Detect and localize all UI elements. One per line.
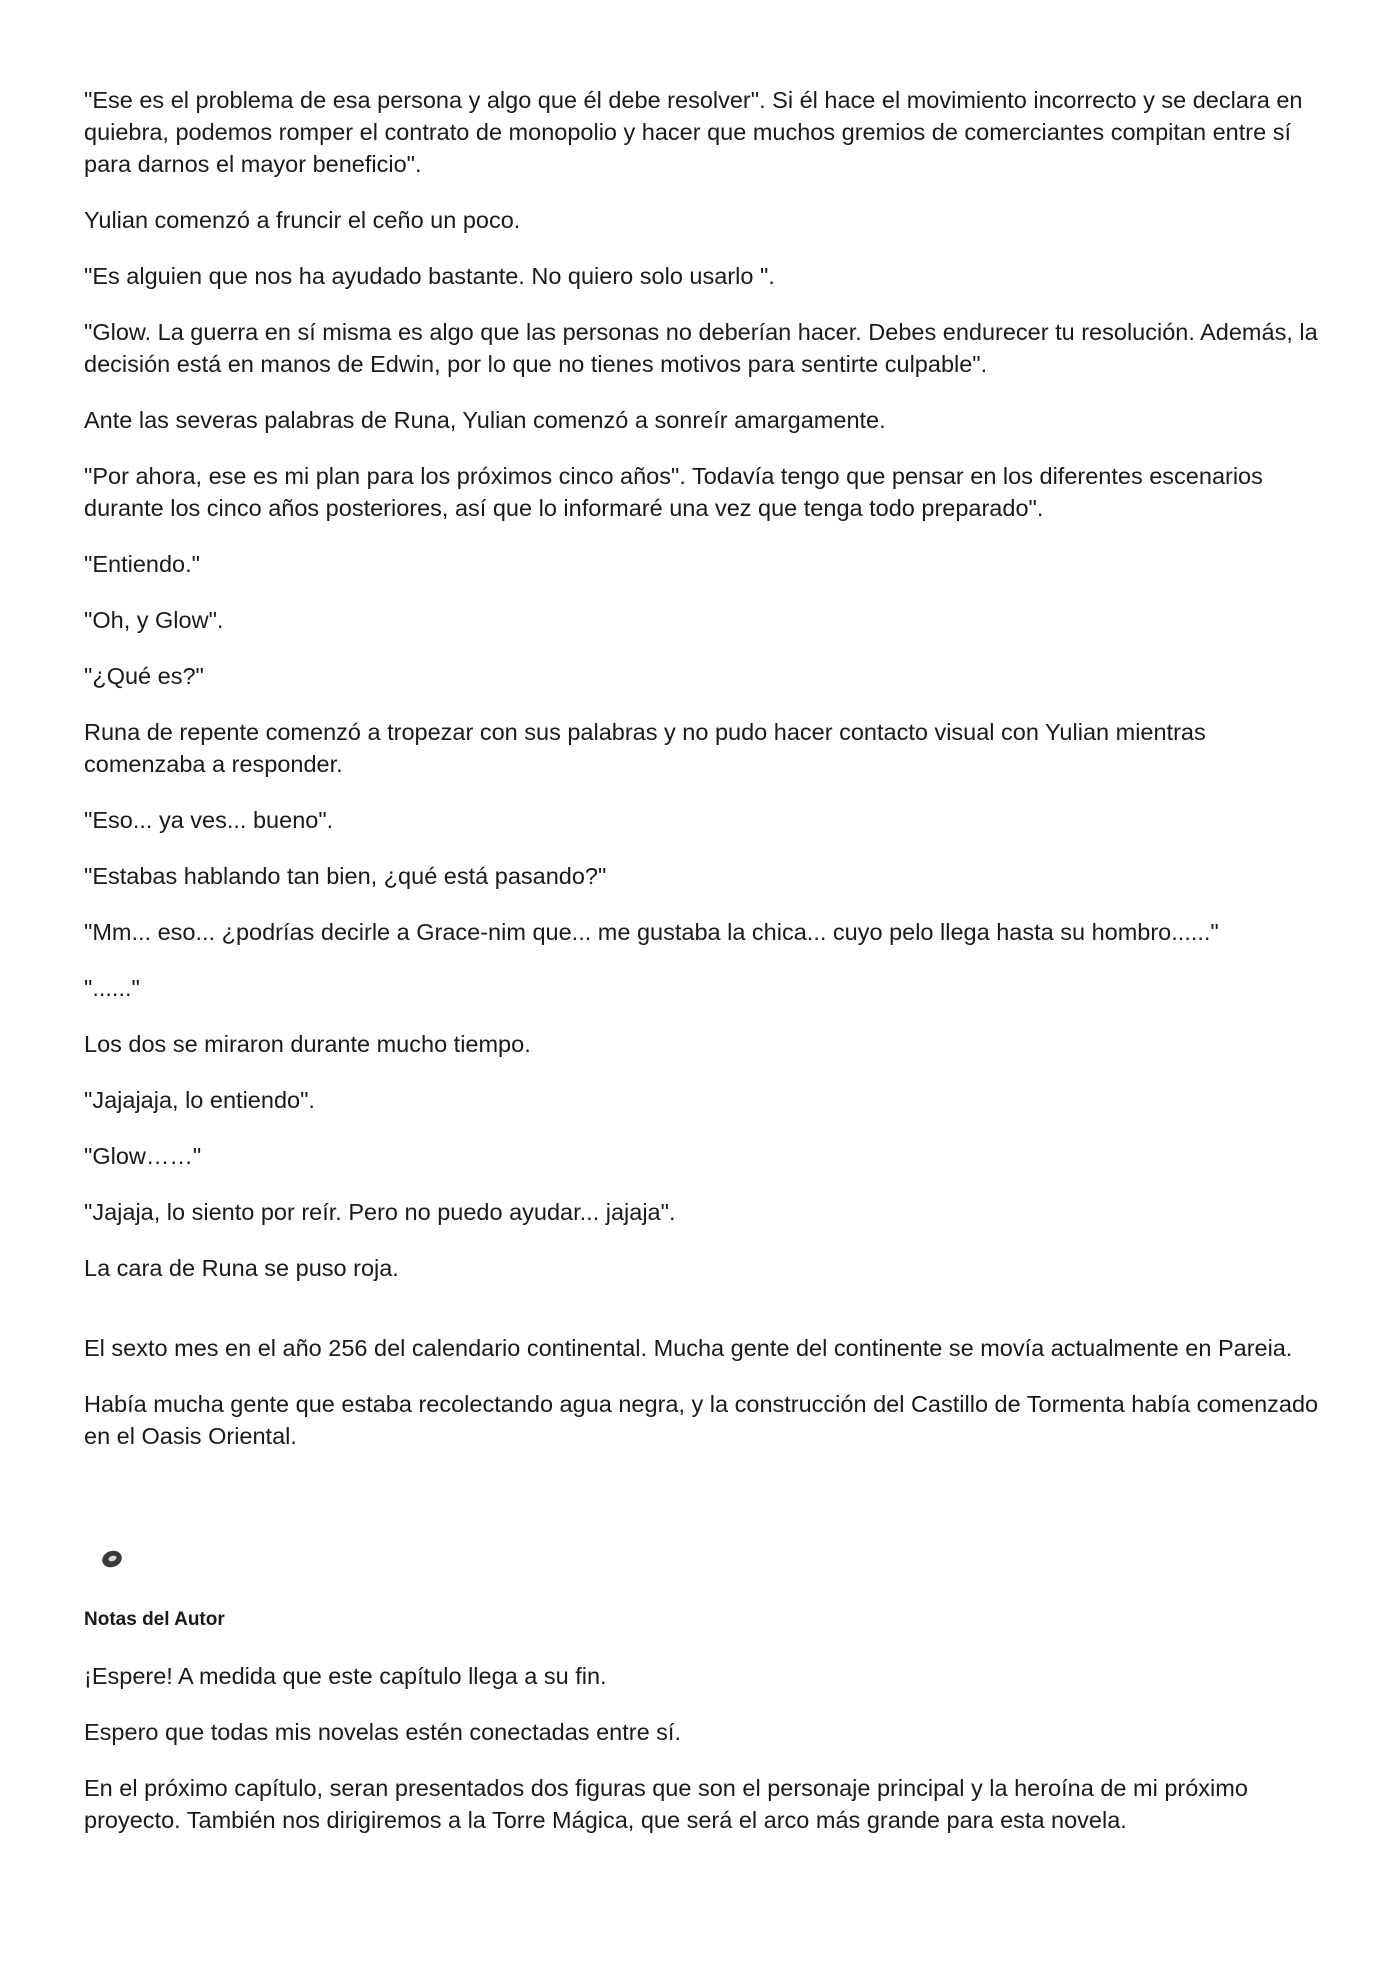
- notes-heading: Notas del Autor: [84, 1609, 225, 1630]
- notes-icon-row: [84, 1548, 1324, 1576]
- notes-paragraph: ¡Espere! A medida que este capítulo llega a su fin.: [84, 1663, 607, 1689]
- notes-paragraph: Espero que todas mis novelas estén conectadas entre sí.: [84, 1719, 681, 1745]
- story-paragraph: "Jajajaja, lo entiendo".: [84, 1087, 315, 1113]
- story-paragraph: "Mm... eso... ¿podrías decirle a Grace-nim que... me gustaba la chica... cuyo pelo llega hasta su hombro......": [84, 919, 1219, 945]
- story-paragraph: La cara de Runa se puso roja.: [84, 1255, 399, 1281]
- story-paragraph: "¿Qué es?": [84, 663, 204, 689]
- smudge-icon: [100, 1548, 124, 1570]
- story-paragraph: "Jajaja, lo siento por reír. Pero no puedo ayudar... jajaja".: [84, 1199, 676, 1225]
- story-paragraph: "Por ahora, ese es mi plan para los próximos cinco años". Todavía tengo que pensar en los diferentes escenarios durante los cinco años posteriores, así que lo informaré una vez que tenga todo preparado".: [84, 463, 1263, 521]
- story-paragraph: "......": [84, 975, 140, 1001]
- notes-paragraph: En el próximo capítulo, seran presentados dos figuras que son el personaje principal y la heroína de mi próximo proyecto. También nos dirigiremos a la Torre Mágica, que será el arco más grande para esta novela.: [84, 1775, 1248, 1833]
- story-paragraph: "Ese es el problema de esa persona y algo que él debe resolver". Si él hace el movimiento incorrecto y se declara en quiebra, podemos romper el contrato de monopolio y hacer que muchos gremios de comerciantes compitan entre sí para darnos el mayor beneficio".: [84, 87, 1303, 177]
- story-paragraph: "Glow. La guerra en sí misma es algo que las personas no deberían hacer. Debes endurecer tu resolución. Además, la decisión está en manos de Edwin, por lo que no tienes motivos para sentirte culpable".: [84, 319, 1318, 377]
- story-paragraph: "Glow……": [84, 1143, 202, 1169]
- story-paragraph: "Es alguien que nos ha ayudado bastante. No quiero solo usarlo ".: [84, 263, 775, 289]
- story-paragraph: Ante las severas palabras de Runa, Yulian comenzó a sonreír amargamente.: [84, 407, 886, 433]
- story-paragraph: "Entiendo.": [84, 551, 200, 577]
- story-paragraph: Los dos se miraron durante mucho tiempo.: [84, 1031, 531, 1057]
- story-paragraph: Runa de repente comenzó a tropezar con sus palabras y no pudo hacer contacto visual con Yulian mientras comenzaba a responder.: [84, 719, 1206, 777]
- document-page: [84, 84, 1324, 1860]
- story-paragraph: "Oh, y Glow".: [84, 607, 224, 633]
- story-paragraph: Yulian comenzó a fruncir el ceño un poco.: [84, 207, 521, 233]
- story-paragraph: "Estabas hablando tan bien, ¿qué está pasando?": [84, 863, 607, 889]
- story-paragraph: "Eso... ya ves... bueno".: [84, 807, 334, 833]
- epilogue-paragraph: El sexto mes en el año 256 del calendario continental. Mucha gente del continente se movía actualmente en Pareia.: [84, 1335, 1293, 1361]
- epilogue-paragraph: Había mucha gente que estaba recolectando agua negra, y la construcción del Castillo de Tormenta había comenzado en el Oasis Oriental.: [84, 1391, 1319, 1449]
